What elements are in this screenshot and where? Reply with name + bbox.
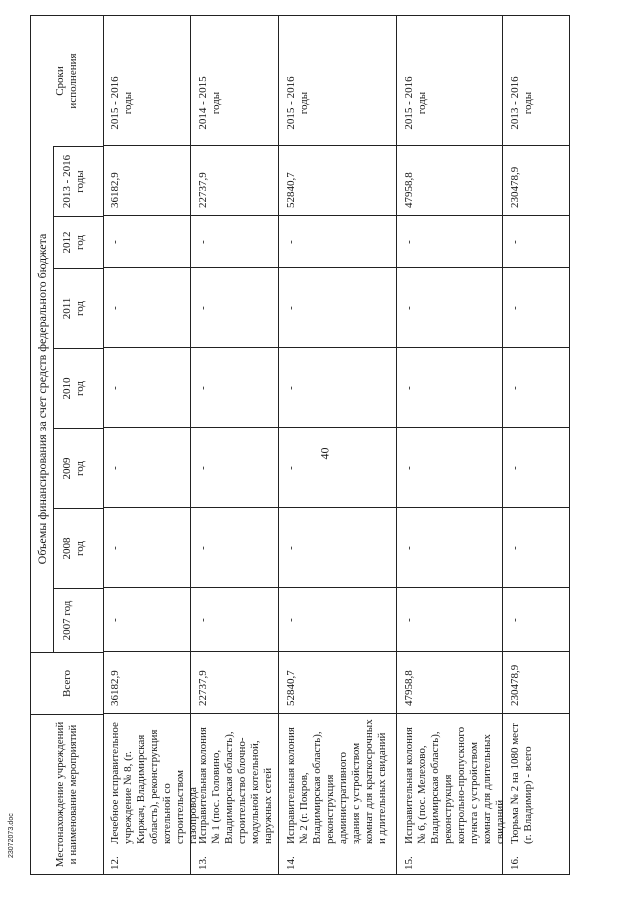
file-footer: 2307207З.doc bbox=[8, 813, 15, 858]
row-2008: - bbox=[197, 546, 209, 550]
row-total: 52840,7 bbox=[285, 670, 297, 706]
header-year-2012: 2012 год bbox=[53, 216, 103, 268]
row-name: Тюрьма № 2 на 1080 мест (г. Владимир) - всего bbox=[509, 723, 534, 844]
row-term: 2014 - 2015 годы bbox=[197, 76, 222, 130]
header-year-2008: 2008 год bbox=[53, 508, 103, 588]
row-2012: - bbox=[403, 240, 415, 244]
row-2007: - bbox=[403, 618, 415, 622]
table-row bbox=[397, 16, 506, 874]
table-row bbox=[103, 16, 199, 874]
row-2012: - bbox=[285, 240, 297, 244]
row-2007: - bbox=[197, 618, 209, 622]
row-2012: - bbox=[197, 240, 209, 244]
row-name: Лечебное исправительное учреждение № 8, (г. Киржач, Владимирская область), реконструкция котельной со строительством газопровода bbox=[109, 722, 199, 844]
row-2010: - bbox=[109, 386, 121, 390]
row-2008: - bbox=[285, 546, 297, 550]
row-2010: - bbox=[197, 386, 209, 390]
row-2008: - bbox=[509, 546, 521, 550]
row-number: 16. bbox=[509, 856, 521, 870]
row-2009: - bbox=[109, 466, 121, 470]
row-2009: - bbox=[197, 466, 209, 470]
header-year-2007: 2007 год bbox=[53, 588, 103, 652]
row-name: Исправительная колония № 1 (пос. Головино, Владимирская область), строительство блочно-модульной котельной, наружных сетей bbox=[197, 727, 274, 844]
row-2007: - bbox=[509, 618, 521, 622]
row-total: 22737,9 bbox=[197, 670, 209, 706]
table-row bbox=[503, 16, 569, 874]
row-2007: - bbox=[109, 618, 121, 622]
row-name: Исправительная колония № 6, (пос. Мелехово, Владимирская область), реконструкция контрольно-пропускного пункта с устройством комнат для длительных свиданий bbox=[403, 726, 506, 844]
row-2011: - bbox=[509, 306, 521, 310]
row-2011: - bbox=[403, 306, 415, 310]
row-term: 2013 - 2016 годы bbox=[509, 76, 534, 130]
row-2013-2016: 230478,9 bbox=[509, 166, 521, 208]
header-year-2010: 2010 год bbox=[53, 348, 103, 428]
row-number: 15. bbox=[403, 856, 415, 870]
row-2013-2016: 36182,9 bbox=[109, 172, 121, 208]
row-2013-2016: 52840,7 bbox=[285, 172, 297, 208]
table-row bbox=[191, 16, 279, 874]
row-number: 14. bbox=[285, 856, 297, 870]
row-2010: - bbox=[285, 386, 297, 390]
header-year-2013-2016: 2013 - 2016 годы bbox=[53, 146, 103, 216]
row-total: 230478,9 bbox=[509, 664, 521, 706]
row-2010: - bbox=[509, 386, 521, 390]
row-2013-2016: 47958,8 bbox=[403, 172, 415, 208]
header-total: Всего bbox=[31, 652, 103, 714]
row-2010: - bbox=[403, 386, 415, 390]
row-2009: - bbox=[509, 466, 521, 470]
row-2011: - bbox=[197, 306, 209, 310]
table-row bbox=[279, 16, 397, 874]
row-2012: - bbox=[109, 240, 121, 244]
row-number: 13. bbox=[197, 856, 209, 870]
financing-table bbox=[30, 15, 570, 875]
header-term: Сроки исполнения bbox=[54, 53, 79, 109]
row-2011: - bbox=[109, 306, 121, 310]
row-term: 2015 - 2016 годы bbox=[109, 76, 134, 130]
header-year-2011: 2011 год bbox=[53, 268, 103, 348]
row-2008: - bbox=[403, 546, 415, 550]
row-term: 2015 - 2016 годы bbox=[403, 76, 428, 130]
row-2012: - bbox=[509, 240, 521, 244]
header-location: Местонахождение учреждений и наименование мероприятий bbox=[31, 714, 103, 874]
row-2008: - bbox=[109, 546, 121, 550]
row-2007: - bbox=[285, 618, 297, 622]
row-2009: - bbox=[403, 466, 415, 470]
header-group: Объемы финансирования за счет средств федерального бюджета bbox=[31, 146, 54, 652]
table-header bbox=[31, 16, 104, 874]
row-total: 36182,9 bbox=[109, 670, 121, 706]
row-name: Исправительная колония № 2 (г. Покров, Владимирская область), реконструкция административного здания с устройством комнат для краткосрочных и длительных свиданий bbox=[285, 719, 388, 844]
header-year-2009: 2009 год bbox=[53, 428, 103, 508]
row-total: 47958,8 bbox=[403, 670, 415, 706]
row-number: 12. bbox=[109, 856, 121, 870]
row-term: 2015 - 2016 годы bbox=[285, 76, 310, 130]
row-2009: - bbox=[285, 466, 297, 470]
page-number: 40 bbox=[317, 447, 332, 460]
row-2013-2016: 22737,9 bbox=[197, 172, 209, 208]
row-2011: - bbox=[285, 306, 297, 310]
